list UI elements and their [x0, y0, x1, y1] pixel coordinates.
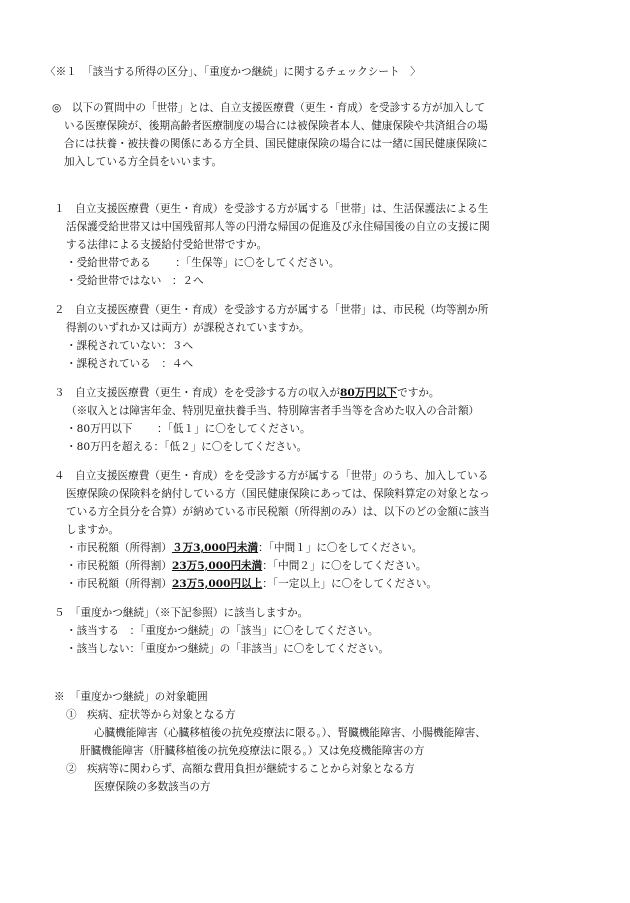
intro-line: いる医療保険が、後期高齢者医療制度の場合には被保険者本人、健康保険や共済組合の場 [64, 120, 488, 132]
q3-line [54, 386, 440, 400]
q4-line: しますか。 [66, 524, 119, 536]
intro-line: ◎ 以下の質問中の「世帯」とは、自立支援医療費（更生・育成）を受診する方が加入して [52, 102, 485, 114]
q3-line-end: ですか。 [397, 387, 440, 399]
q2-line: ２ 自立支援医療費（更生・育成）を受診する方が属する「世帯」は、市民税（均等割か所 [54, 304, 489, 316]
q4-line: 医療保険の保険料を納付している方（国民健康保険にあっては、保険料算定の対象となっ [66, 488, 490, 500]
q3-income-limit: 80万円以下 [340, 387, 398, 399]
q4-option-label: ・市民税額（所得割） [66, 542, 172, 554]
q5-option: ・該当しない：「重度かつ継続」の「非該当」に〇をしてください。 [66, 643, 390, 655]
q4-option [66, 577, 437, 591]
note-item-detail: 心臓機能障害（心臓移植後の抗免疫療法に限る。）、腎臓機能障害、小腸機能障害、 [94, 727, 486, 739]
q2-line: 得割のいずれか又は両方）が課税されていますか。 [66, 322, 310, 334]
note-title: ※ 「重度かつ継続」の対象範囲 [54, 691, 208, 703]
q5-option: ・該当する ：「重度かつ継続」の「該当」に〇をしてください。 [66, 625, 379, 637]
intro-line: 合には扶養・被扶養の関係にある方全員、国民健康保険の場合には一緒に国民健康保険に [64, 138, 488, 150]
note-item: ① 疾病、症状等から対象となる方 [66, 709, 236, 721]
q4-option-label: ・市民税額（所得割） [66, 560, 172, 572]
q1-option: ・受給世帯ではない ：２へ [66, 275, 204, 287]
q3-line-text: ３ 自立支援医療費（更生・育成）をを受診する方の収入が [54, 387, 341, 399]
q4-option-result: ：「中間２」に〇をしてください。 [262, 560, 427, 572]
intro-line: 加入している方全員をいいます。 [64, 156, 223, 168]
q1-option: ・受給世帯である ：「生保等」に〇をしてください。 [66, 257, 340, 269]
note-item-detail: 医療保険の多数該当の方 [94, 781, 211, 793]
q4-option-result: ：「中間１」に〇をしてください。 [258, 542, 423, 554]
note-item-detail: 肝臓機能障害（肝臓移植後の抗免疫療法に限る。）又は免疫機能障害の方 [80, 745, 425, 757]
q4-option [66, 541, 422, 555]
q1-line: １ 自立支援医療費（更生・育成）を受診する方が属する「世帯」は、生活保護法による生 [54, 203, 489, 215]
q4-option-threshold: 23万5,000円以上 [171, 578, 263, 590]
q1-line: する法律による支援給付受給世帯ですか。 [66, 239, 268, 251]
q4-option-result: ：「一定以上」に〇をしてください。 [262, 578, 438, 590]
q4-option-threshold: ３万3,000円未満 [171, 542, 259, 554]
note-item: ② 疾病等に関わらず、高額な費用負担が継続することから対象となる方 [66, 763, 415, 775]
q4-option-threshold: 23万5,000円未満 [171, 560, 263, 572]
q3-option: ・80万円を超える：「低２」に〇をしてください。 [66, 441, 308, 453]
q1-line: 活保護受給世帯又は中国残留邦人等の円滑な帰国の促進及び永住帰国後の自立の支援に関 [66, 221, 490, 233]
q5-line: ５ 「重度かつ継続」（※下記参照）に該当しますか。 [54, 607, 309, 619]
q4-line: ４ 自立支援医療費（更生・育成）をを受診する方が属する「世帯」のうち、加入している [54, 470, 489, 482]
q2-option: ・課税されていない：３へ [66, 340, 194, 352]
q3-option: ・80万円以下 ：「低１」に〇をしてください。 [66, 423, 311, 435]
q3-note: （※収入とは障害年金、特別児童扶養手当、特別障害者手当等を含めた収入の合計額） [66, 405, 480, 417]
q4-line: ている方全員分を合算）が納めている市民税額（所得割のみ）は、以下のどの金額に該当 [66, 506, 490, 518]
q4-option-label: ・市民税額（所得割） [66, 578, 172, 590]
q2-option: ・課税されている ：４へ [66, 358, 194, 370]
q4-option [66, 559, 426, 573]
sheet-header: 〈※１ 「該当する所得の区分」、「重度かつ継続」に関するチェックシート 〉 [45, 66, 421, 78]
